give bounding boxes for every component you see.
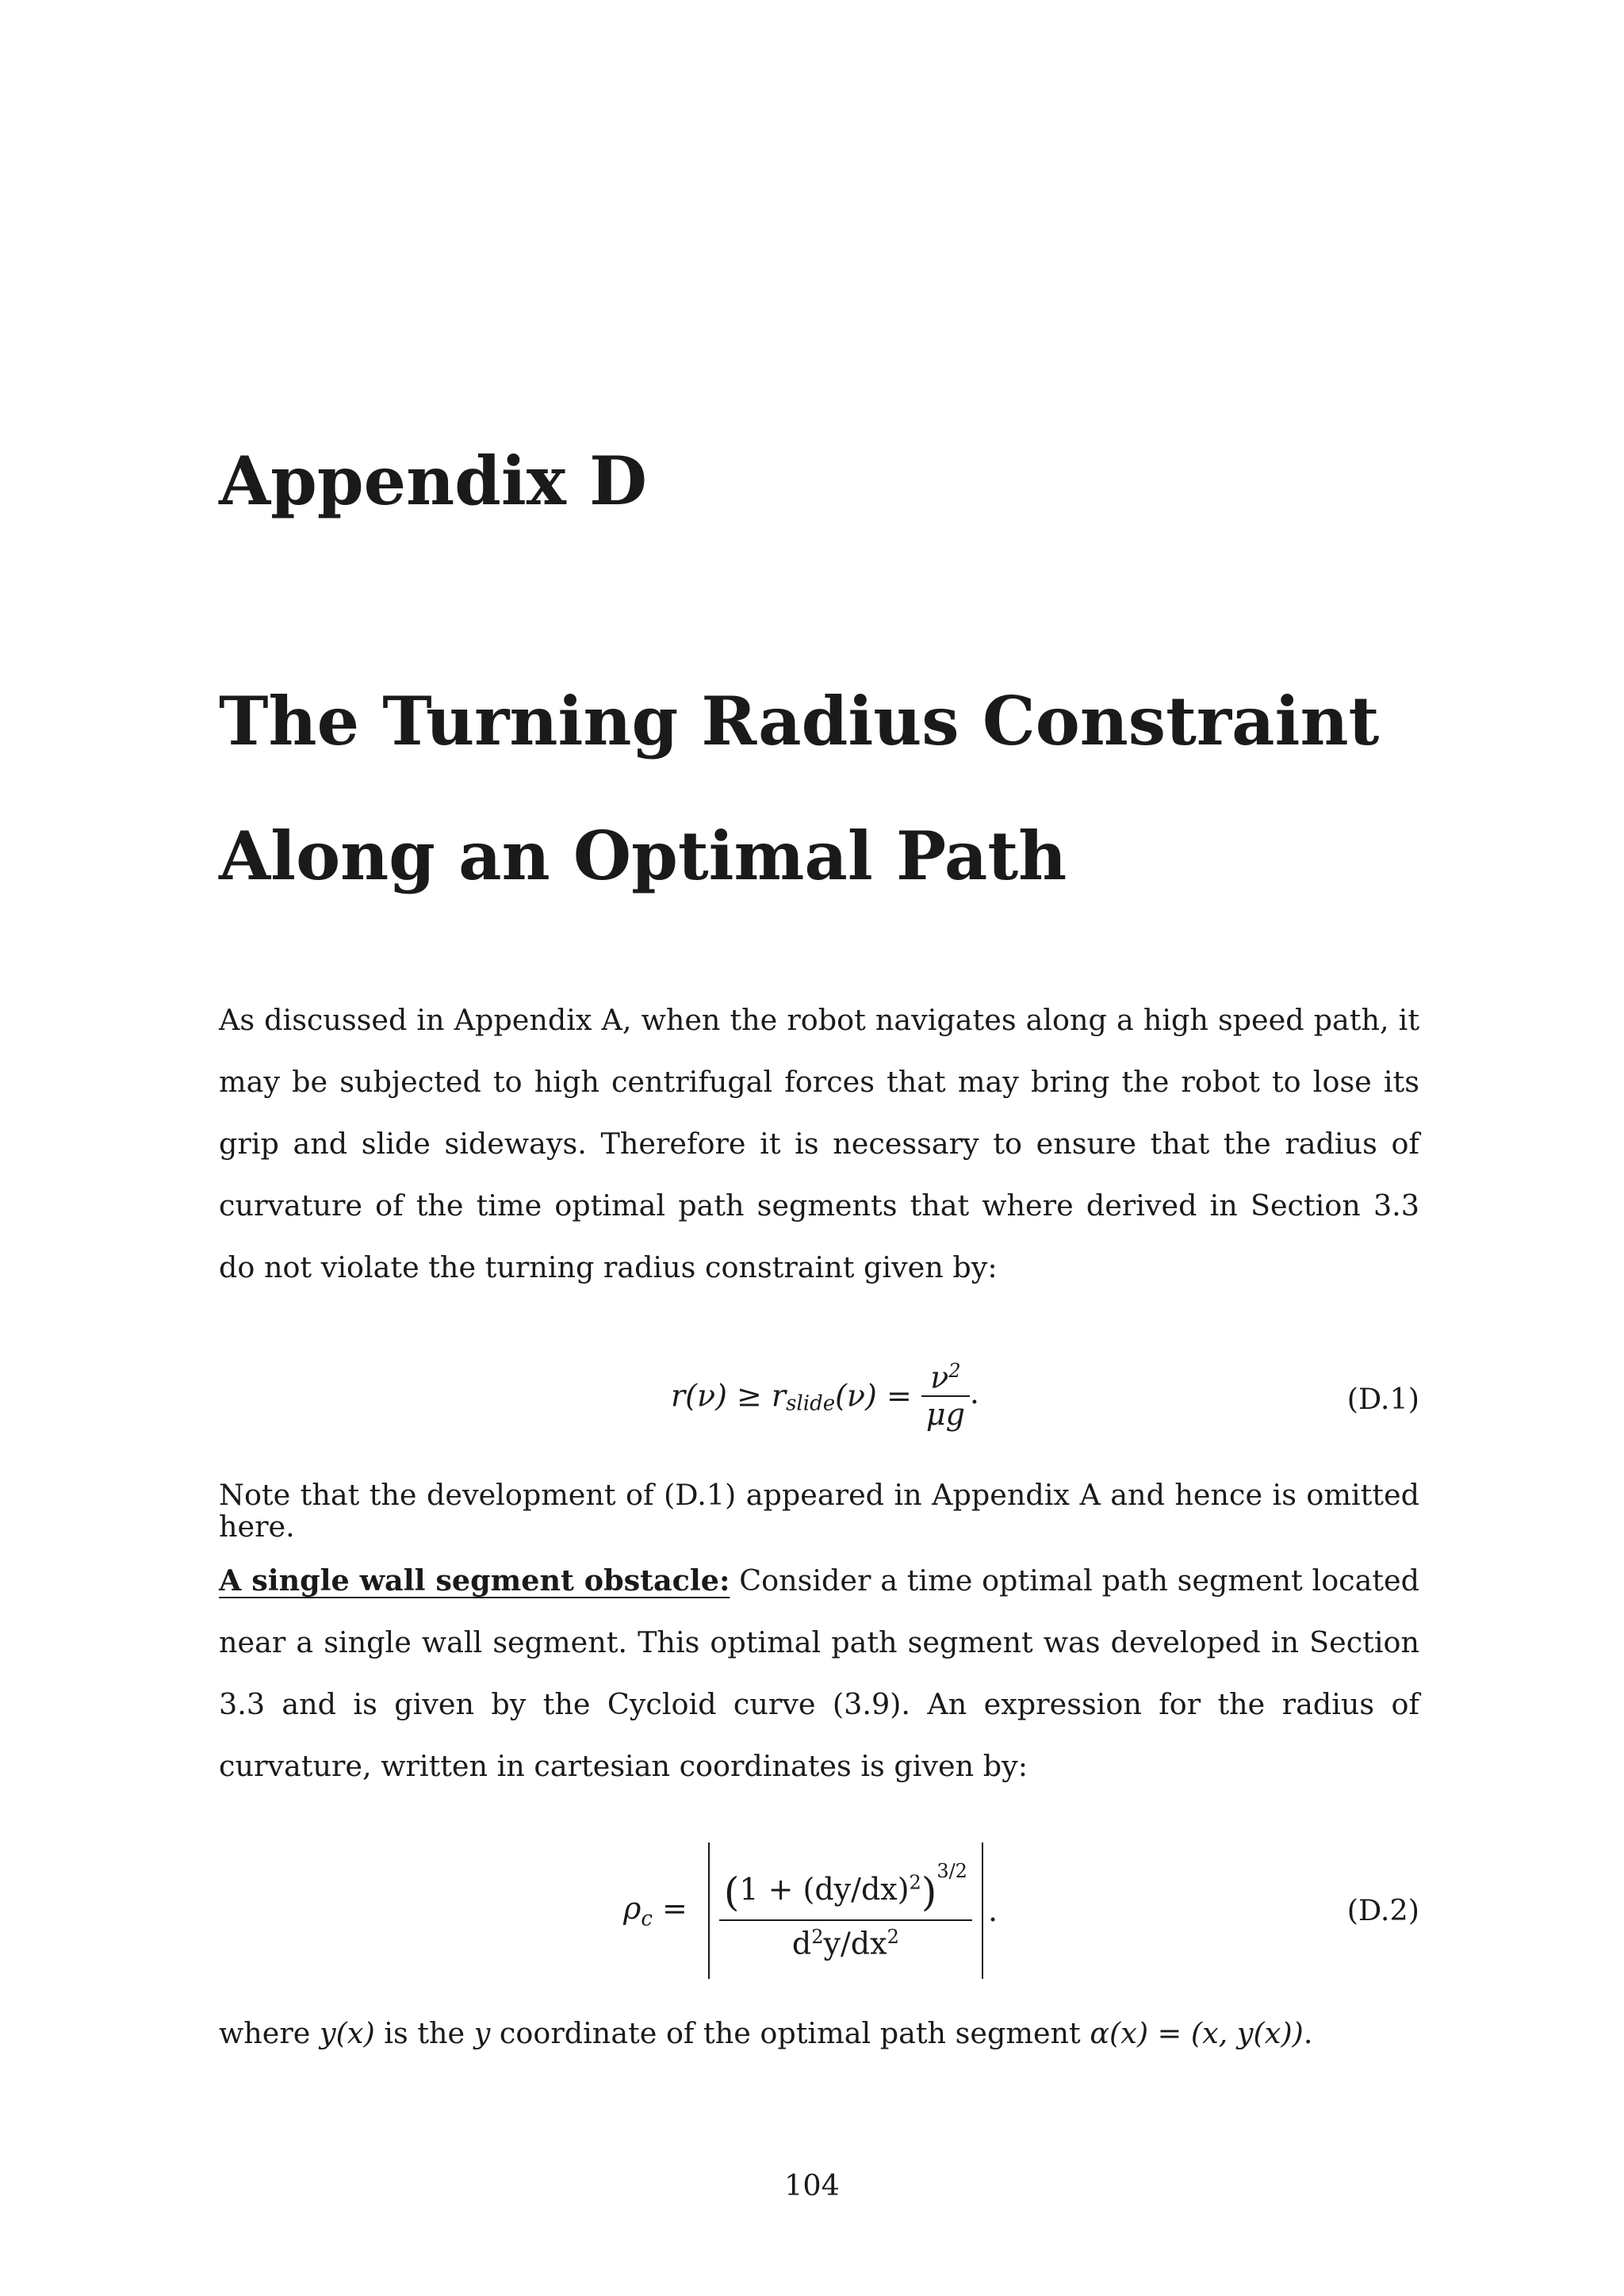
note-paragraph: Note that the development of (D.1) appeared in Appendix A and hence is omitted here. (219, 1478, 1419, 1544)
equation-d2-den-b-sup: 2 (887, 1926, 899, 1949)
equation-d2-num-sup: 3/2 (936, 1859, 967, 1882)
equation-d1-num-base: ν (930, 1360, 949, 1395)
equation-d2-abs-right (982, 1843, 983, 1979)
equation-d1 (219, 1360, 1419, 1455)
equation-d2-body (623, 1839, 998, 1982)
final-paragraph (219, 2018, 1419, 2049)
page-number: 104 (784, 2168, 840, 2202)
equation-d1-number: (D.1) (1346, 1382, 1419, 1416)
wall-segment-paragraph (219, 1550, 1419, 1797)
equation-d2-paren-open: ( (723, 1869, 740, 1915)
final-text-3: coordinate of the optimal path segment (490, 2016, 1090, 2050)
wall-segment-text: Consider a time optimal path segment located near a single wall segment. This optimal path segment was developed in Section 3.3 and is given by the Cycloid curve (3.9). An expression for the radius of curvature, written in cartesian coordinates is given by: (219, 1563, 1420, 1783)
equation-d2-lhs-sub: c (641, 1907, 653, 1931)
equation-d2-lhs-base: ρ (623, 1890, 642, 1926)
chapter-title-line-1: The Turning Radius Constraint (219, 682, 1380, 760)
equation-d2-num-inner-sup: 2 (909, 1871, 921, 1894)
intro-paragraph: As discussed in Appendix A, when the robot navigates along a high speed path, it may be subjected to high centrifugal forces that may bring the robot to lose its grip and slide sideways. Therefore it is necessary to ensure that the radius of curvature of the time optimal path segments that where derived in Section 3.3 do not violate the turning radius constraint given by: (219, 1003, 1419, 1284)
equation-d2 (219, 1839, 1419, 1990)
final-math-2: y (473, 2016, 491, 2050)
equation-d1-num-sup: 2 (948, 1360, 961, 1382)
equation-d2-num-inner: 1 + (dy/dx) (739, 1871, 910, 1907)
equation-d2-abs-left (708, 1843, 710, 1979)
equation-d1-fraction (921, 1360, 970, 1432)
final-math-1: y(x) (320, 2016, 375, 2050)
chapter-title-line-2: Along an Optimal Path (219, 817, 1067, 895)
chapter-title (219, 654, 1379, 924)
equation-d1-tail: . (969, 1375, 979, 1410)
final-text-1: where (219, 2016, 320, 2050)
wall-segment-heading: A single wall segment obstacle: (219, 1563, 730, 1598)
equation-d2-lhs (623, 1891, 688, 1931)
final-text-2: is the (374, 2016, 474, 2050)
equation-d2-den-a-sup: 2 (811, 1926, 824, 1949)
equation-d2-numerator (719, 1860, 972, 1920)
equation-d1-numerator (921, 1360, 970, 1395)
equation-d1-body (671, 1360, 979, 1432)
equation-d2-tail: . (987, 1893, 998, 1928)
equation-d2-fraction (719, 1860, 972, 1961)
appendix-label: Appendix D (219, 442, 647, 520)
equation-d2-equals: = (652, 1890, 688, 1926)
final-math-3: α(x) = (x, y(x)) (1090, 2016, 1304, 2050)
equation-d2-den-b: y/dx (823, 1927, 887, 1962)
equation-d2-den-a: d (791, 1927, 812, 1962)
final-text-4: . (1303, 2016, 1313, 2050)
equation-d2-number: (D.2) (1346, 1893, 1419, 1927)
equation-d2-paren-close: ) (921, 1869, 937, 1915)
equation-d1-lhs: r(ν) ≥ r (671, 1378, 787, 1414)
equation-d1-denominator: μg (921, 1395, 970, 1432)
equation-d1-mid: (ν) = (835, 1378, 912, 1414)
equation-d1-subscript: slide (786, 1391, 836, 1416)
equation-d2-denominator (719, 1919, 972, 1961)
